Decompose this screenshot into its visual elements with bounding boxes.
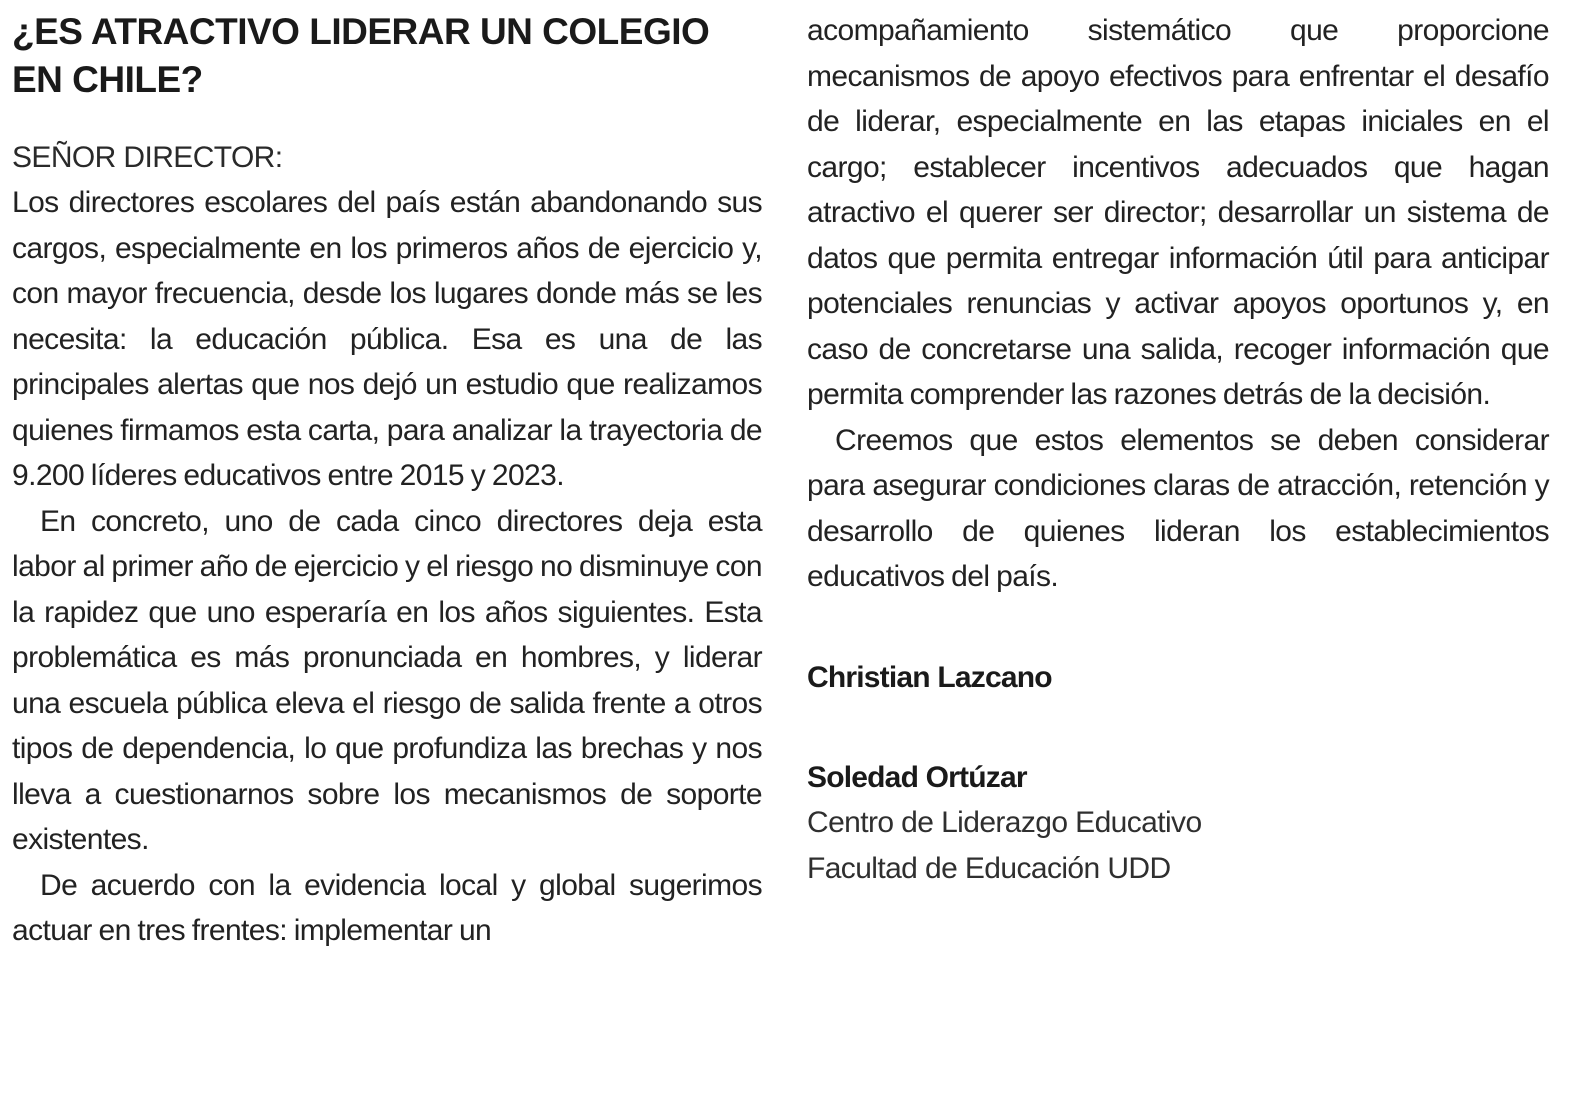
paragraph-1: Los directores escolares del país están abandonando sus cargos, especialmente en los primeros años de ejercicio y, con mayor frecuencia, desde los lugares donde más se les necesita: la educación pública. Esa es una de las principales alertas que nos dejó un estudio que realizamos quienes firmamos esta carta, para analizar la trayectoria de 9.200 líderes educativos entre 2015 y 2023. <box>12 186 762 492</box>
letter-headline: ¿ES ATRACTIVO LIDERAR UN COLEGIO EN CHILE? <box>12 11 710 100</box>
paragraph-3-continued: acompañamiento sistemático que proporcione mecanismos de apoyo efectivos para enfrentar el desafío de liderar, especialmente en las etapas iniciales en el cargo; establecer incentivos adecuados que hagan atractivo el querer ser director; desarrollar un sistema de datos que permita entregar información útil para anticipar potenciales renuncias y activar apoyos oportunos y, en caso de concretarse una salida, recoger información que permita comprender las razones detrás de la decisión. <box>807 14 1549 411</box>
salutation: SEÑOR DIRECTOR: <box>12 141 283 174</box>
left-column <box>12 0 762 954</box>
affiliation-faculty: Facultad de Educación UDD <box>807 851 1171 885</box>
signature-name-2: Soledad Ortúzar <box>807 760 1027 794</box>
signature-name-1: Christian Lazcano <box>807 660 1052 694</box>
paragraph-2: En concreto, uno de cada cinco directores deja esta labor al primer año de ejercicio y el riesgo no disminuye con la rapidez que uno esperaría en los años siguientes. Esta problemática es más pronunciada en hombres, y liderar una escuela pública eleva el riesgo de salida frente a otros tipos de dependencia, lo que profundiza las brechas y nos lleva a cuestionarnos sobre los mecanismos de soporte existentes. <box>12 504 762 856</box>
paragraph-3-start: De acuerdo con la evidencia local y global sugerimos actuar en tres frentes: implementar un <box>12 868 762 947</box>
right-column <box>807 0 1549 892</box>
paragraph-4: Creemos que estos elementos se deben considerar para asegurar condiciones claras de atracción, retención y desarrollo de quienes lideran los establecimientos educativos del país. <box>807 423 1549 593</box>
affiliation-center: Centro de Liderazgo Educativo <box>807 805 1202 839</box>
